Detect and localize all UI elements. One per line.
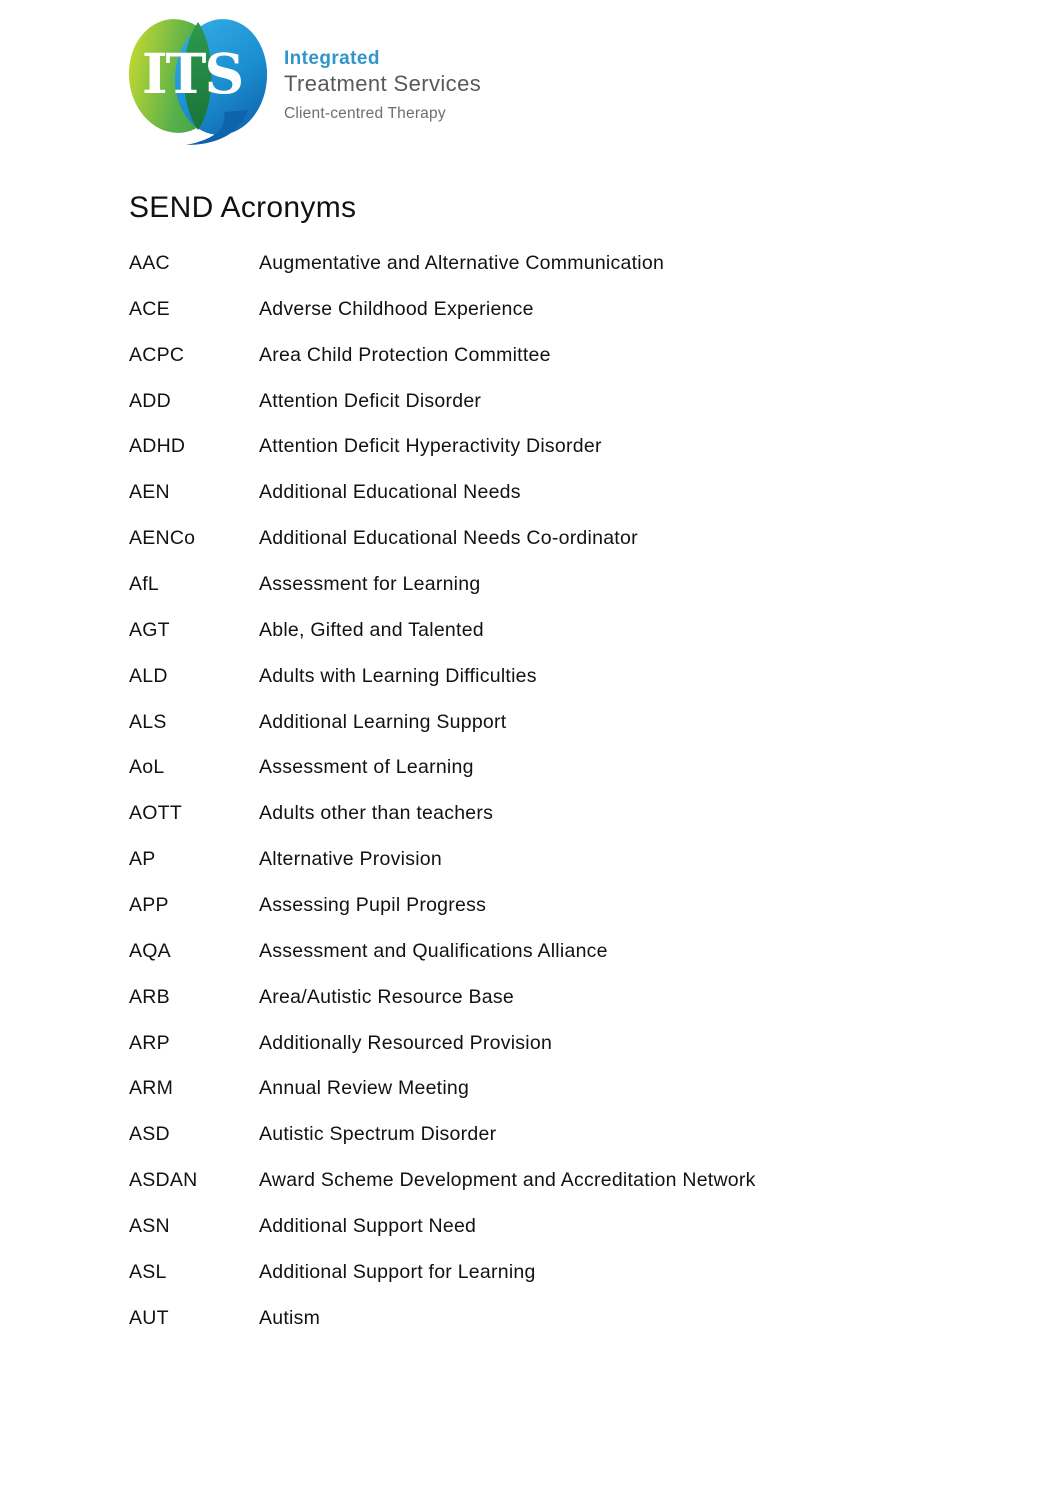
acronym-list <box>129 252 989 1353</box>
acronym-abbr: AUT <box>129 1306 169 1329</box>
acronym-abbr: AQA <box>129 939 171 962</box>
its-logo-bubbles-icon <box>128 16 268 150</box>
acronym-abbr: AfL <box>129 573 160 596</box>
acronym-meaning: Additionally Resourced Provision <box>259 1031 553 1054</box>
acronym-abbr: AOTT <box>129 802 182 825</box>
acronym-meaning: Adults other than teachers <box>259 802 494 825</box>
acronym-abbr: ASDAN <box>129 1169 198 1192</box>
acronym-abbr: AEN <box>129 481 170 504</box>
acronym-meaning: Award Scheme Development and Accreditation Network <box>259 1169 756 1192</box>
acronym-row <box>129 802 989 848</box>
page-title: SEND Acronyms <box>129 191 357 224</box>
acronym-abbr: ADD <box>129 389 171 412</box>
acronym-abbr: ACE <box>129 297 170 320</box>
acronym-meaning: Additional Learning Support <box>259 710 507 733</box>
acronym-abbr: ALD <box>129 664 168 687</box>
acronym-meaning: Additional Educational Needs <box>259 481 521 504</box>
acronym-row <box>129 1307 989 1353</box>
acronym-row <box>129 619 989 665</box>
acronym-row <box>129 1032 989 1078</box>
acronym-meaning: Area/Autistic Resource Base <box>259 985 514 1008</box>
its-logo-abbr: ITS <box>141 41 243 106</box>
its-logo-wordmark <box>284 16 481 123</box>
acronym-row <box>129 1215 989 1261</box>
its-logo <box>128 16 481 150</box>
acronym-row <box>129 390 989 436</box>
acronym-abbr: ASD <box>129 1123 170 1146</box>
acronym-row <box>129 435 989 481</box>
acronym-meaning: Autism <box>259 1306 321 1329</box>
acronym-row <box>129 756 989 802</box>
acronym-row <box>129 344 989 390</box>
acronym-abbr: ADHD <box>129 435 186 458</box>
acronym-row <box>129 298 989 344</box>
logo-tagline: Client-centred Therapy <box>284 105 446 122</box>
acronym-abbr: ASN <box>129 1215 170 1238</box>
acronym-row <box>129 1077 989 1123</box>
logo-line-treatment-services: Treatment Services <box>284 71 482 96</box>
acronym-abbr: ARB <box>129 985 170 1008</box>
acronym-row <box>129 940 989 986</box>
acronym-row <box>129 1169 989 1215</box>
acronym-meaning: Annual Review Meeting <box>259 1077 470 1100</box>
acronym-row <box>129 1123 989 1169</box>
acronym-meaning: Adverse Childhood Experience <box>259 297 534 320</box>
acronym-abbr: ALS <box>129 710 167 733</box>
acronym-meaning: Adults with Learning Difficulties <box>259 664 537 687</box>
acronym-row <box>129 711 989 757</box>
acronym-row <box>129 527 989 573</box>
acronym-row <box>129 252 989 298</box>
acronym-row <box>129 848 989 894</box>
acronym-row <box>129 986 989 1032</box>
acronym-meaning: Augmentative and Alternative Communication <box>259 252 665 274</box>
acronym-meaning: Able, Gifted and Talented <box>259 618 484 641</box>
acronym-abbr: AENCo <box>129 527 196 550</box>
acronym-abbr: AAC <box>129 252 170 274</box>
logo-line-integrated: Integrated <box>284 48 380 69</box>
acronym-abbr: AGT <box>129 618 170 641</box>
acronym-meaning: Assessment for Learning <box>259 573 481 596</box>
acronym-meaning: Additional Support Need <box>259 1215 477 1238</box>
acronym-meaning: Attention Deficit Hyperactivity Disorder <box>259 435 602 458</box>
acronym-abbr: AP <box>129 848 156 871</box>
acronym-meaning: Autistic Spectrum Disorder <box>259 1123 497 1146</box>
acronym-meaning: Assessing Pupil Progress <box>259 894 487 917</box>
acronym-row <box>129 481 989 527</box>
acronym-row <box>129 665 989 711</box>
acronym-row <box>129 894 989 940</box>
acronym-meaning: Alternative Provision <box>259 848 442 871</box>
acronym-abbr: AoL <box>129 756 165 779</box>
acronym-meaning: Attention Deficit Disorder <box>259 389 482 412</box>
acronym-meaning: Additional Educational Needs Co-ordinator <box>259 527 638 550</box>
acronym-abbr: ACPC <box>129 343 185 366</box>
acronym-abbr: ARP <box>129 1031 170 1054</box>
acronym-abbr: ARM <box>129 1077 174 1100</box>
acronym-meaning: Area Child Protection Committee <box>259 343 551 366</box>
acronym-abbr: ASL <box>129 1260 167 1283</box>
acronym-row <box>129 1261 989 1307</box>
acronym-abbr: APP <box>129 894 169 917</box>
acronym-row <box>129 573 989 619</box>
acronym-meaning: Additional Support for Learning <box>259 1260 536 1283</box>
acronym-meaning: Assessment and Qualifications Alliance <box>259 939 608 962</box>
acronym-meaning: Assessment of Learning <box>259 756 474 779</box>
